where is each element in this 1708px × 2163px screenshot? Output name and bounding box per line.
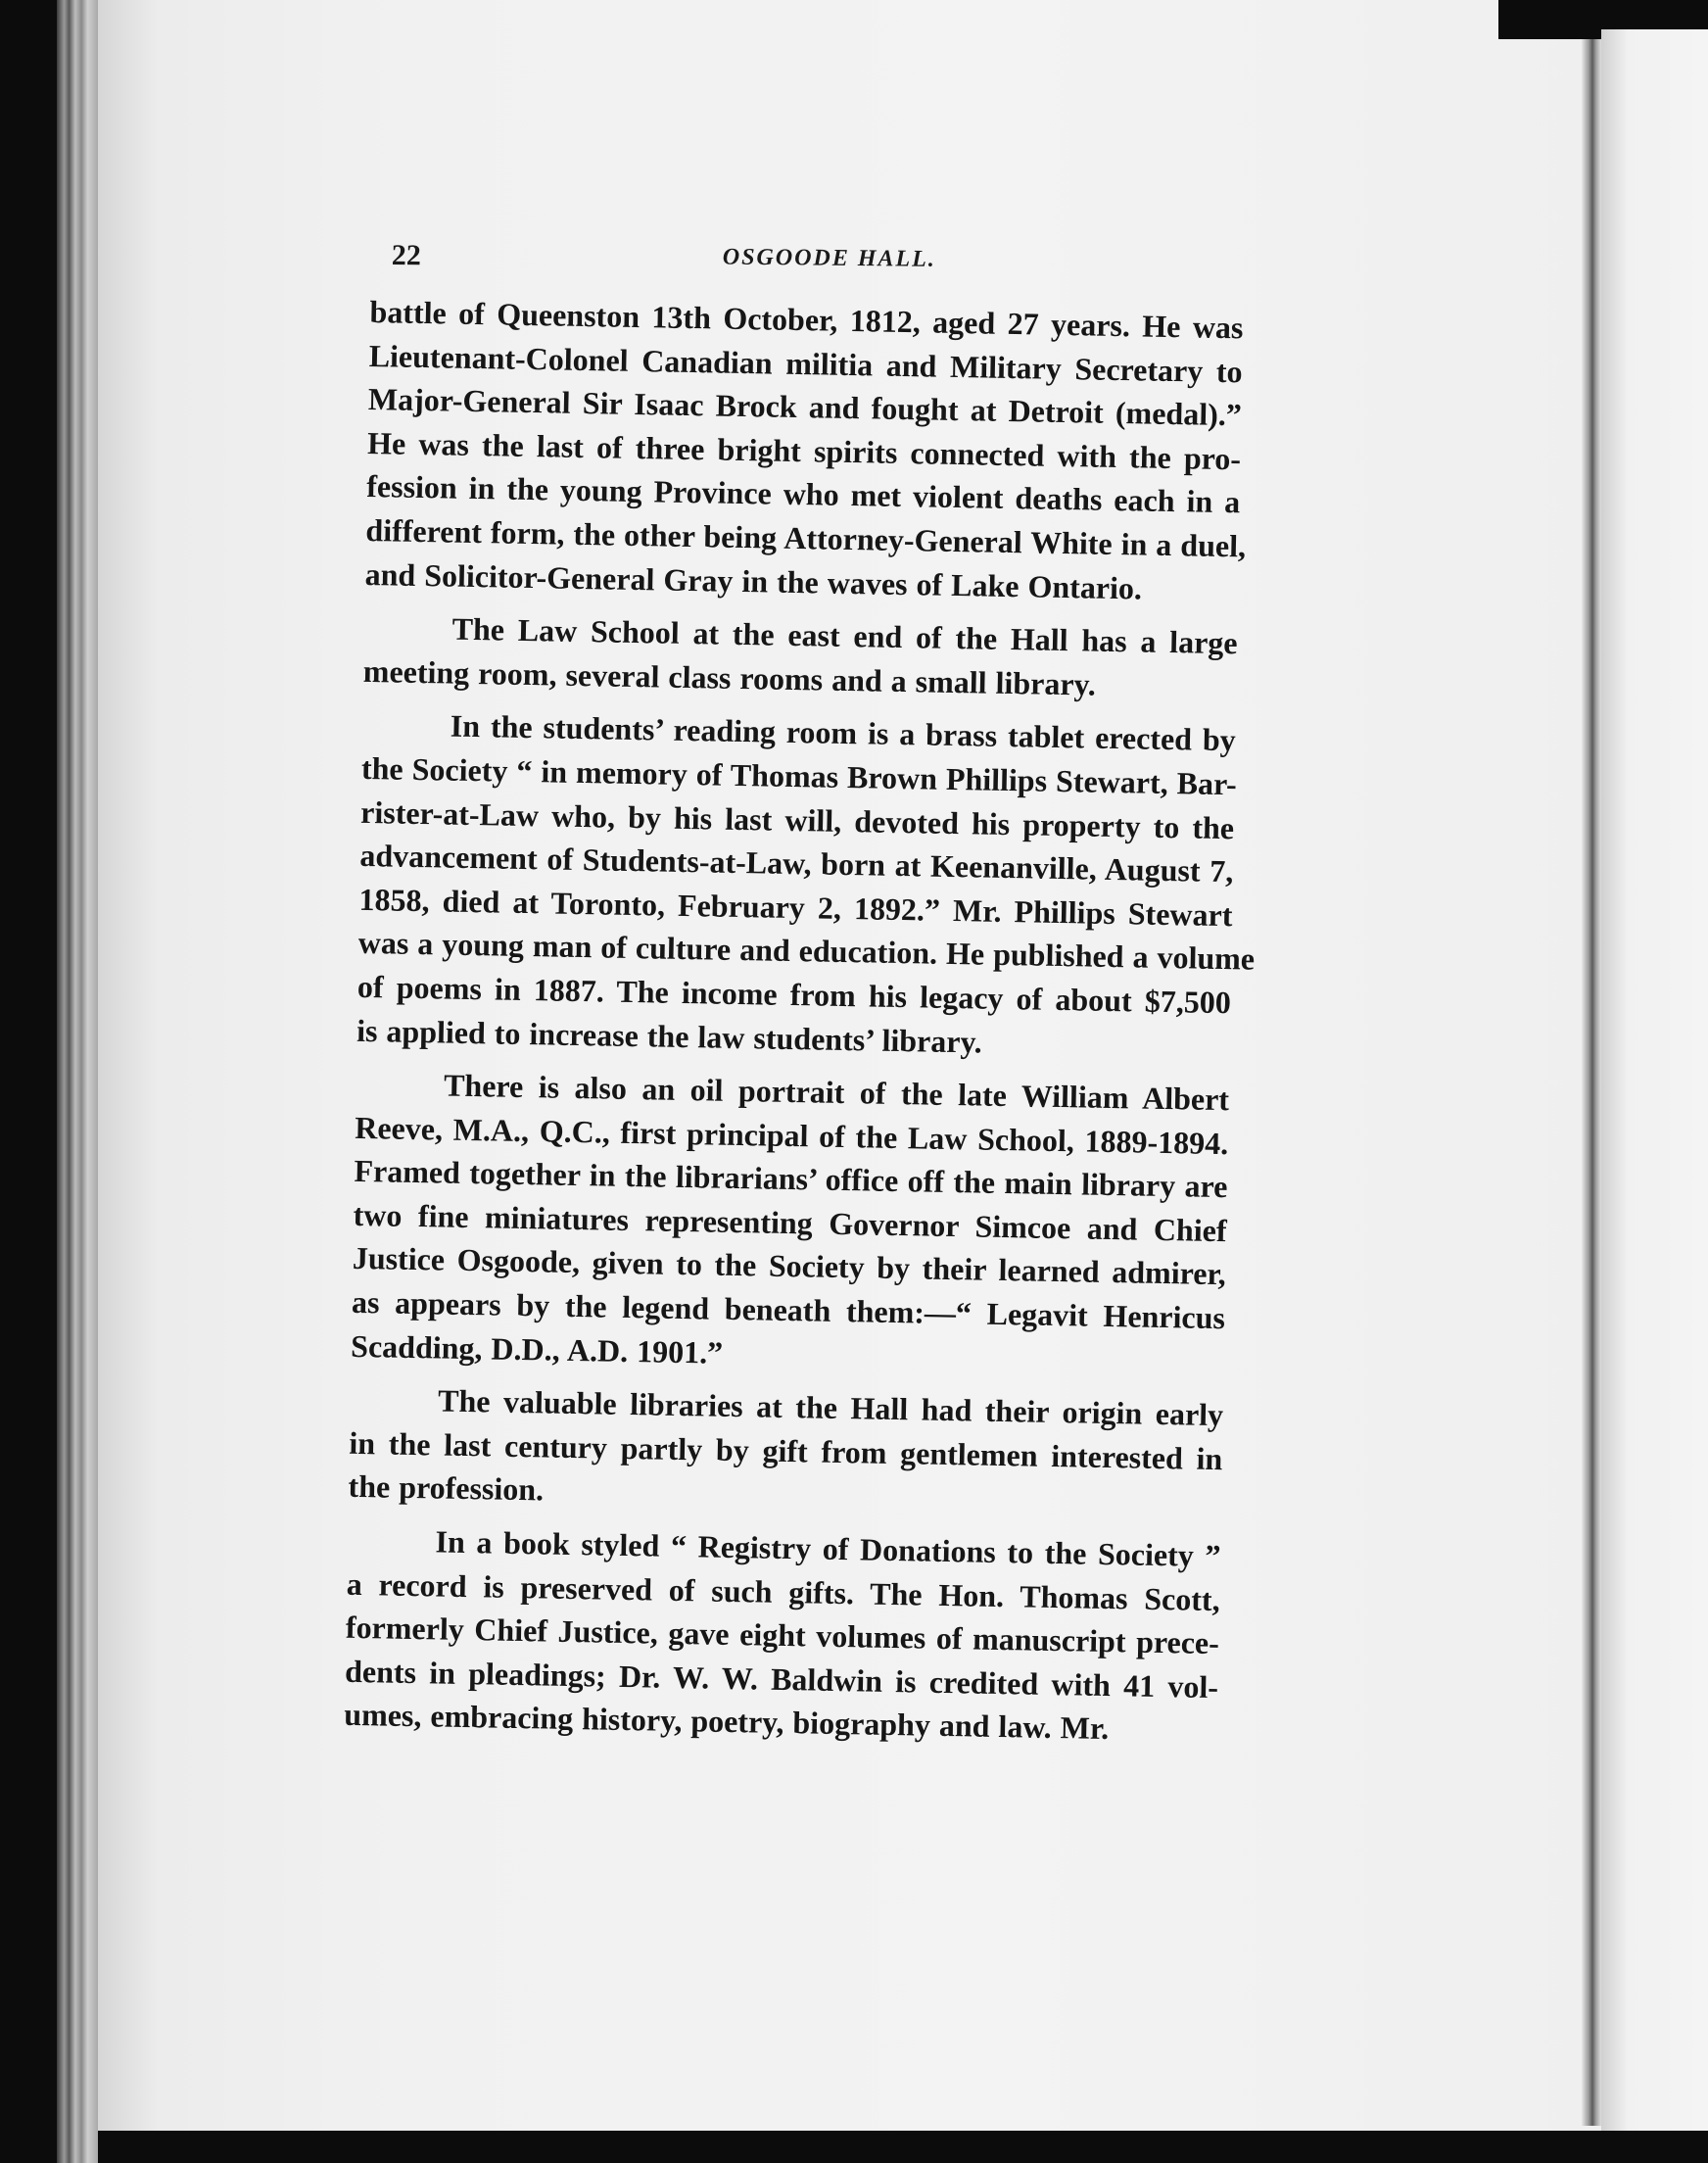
text-line: is applied to increase the law students’ library. [356,1012,983,1060]
text-line: Major-General Sir Isaac Brock and fought at Detroit (medal).” [367,381,1243,433]
text-line: advancement of Students-at-Law, born at Keenanville, August 7, [359,838,1234,889]
text-line: There is also an oil portrait of the late William Albert [443,1067,1230,1118]
paragraph [364,290,1247,611]
paragraph [348,1377,1223,1524]
facing-page-edge [1601,29,1708,2163]
text-line: different form, the other being Attorney-General White in a duel, [365,511,1247,564]
text-line: He was the last of three bright spirits connected with the pro- [366,424,1242,477]
text-line: The Law School at the east end of the Hall has a large [451,610,1238,661]
text-line: the Society “ in memory of Thomas Brown Phillips Stewart, Bar- [360,749,1238,802]
book-gutter [1582,39,1601,2126]
paragraph [356,702,1256,1068]
text-line: in the last century partly by gift from gentlemen interested in [349,1424,1223,1476]
text-line: two fine miniatures representing Governor Simcoe and Chief [353,1196,1227,1249]
text-line: Scadding, D.D., A.D. 1901.” [350,1327,724,1370]
text-line: In a book styled “ Registry of Donations to the Society ” [435,1523,1221,1574]
scan-border-bottom [98,2131,1708,2163]
text-line: was a young man of culture and education. He published a volume [357,925,1256,977]
paragraph [344,1518,1221,1753]
text-line: umes, embracing history, poetry, biography and law. Mr. [344,1697,1110,1747]
text-line: In the students’ reading room is a brass tablet erected by [450,707,1237,758]
running-head: OSGOODE HALL. [722,244,936,272]
body-text [344,290,1256,1762]
text-line: fession in the young Province who met violent deaths each in a [365,468,1241,520]
text-line: Framed together in the librarians’ office off the main library are [354,1153,1228,1205]
text-line: as appears by the legend beneath them:—“ Legavit Henricus [351,1283,1226,1336]
text-line: of poems in 1887. The income from his legacy of about $7,500 [356,968,1232,1021]
text-line: The valuable libraries at the Hall had their origin early [437,1382,1224,1433]
text-line: battle of Queenston 13th October, 1812, aged 27 years. He was [369,293,1244,346]
text-line: dents in pleadings; Dr. W. W. Baldwin is credited with 41 vol- [344,1653,1219,1705]
text-line: formerly Chief Justice, gave eight volumes of manuscript prece- [345,1609,1220,1661]
page-number: 22 [391,239,421,272]
text-line: the profession. [348,1468,545,1508]
text-line: 1858, died at Toronto, February 2, 1892.” Mr. Phillips Stewart [358,881,1233,933]
paragraph [351,1062,1230,1383]
text-line: meeting room, several class rooms and a small library. [362,652,1097,702]
paragraph [362,605,1237,709]
text-line: rister-at-Law who, by his last will, devoted his property to the [359,793,1235,845]
page-stack-edge [57,0,98,2163]
text-line: Lieutenant-Colonel Canadian militia and Military Secretary to [368,337,1243,389]
text-line: a record is preserved of such gifts. The Hon. Thomas Scott, [346,1565,1220,1617]
text-line: Justice Osgoode, given to the Society by their learned admirer, [352,1240,1227,1292]
text-line: and Solicitor-General Gray in the waves of Lake Ontario. [364,555,1143,606]
text-line: Reeve, M.A., Q.C., first principal of the Law School, 1889-1894. [355,1109,1229,1161]
